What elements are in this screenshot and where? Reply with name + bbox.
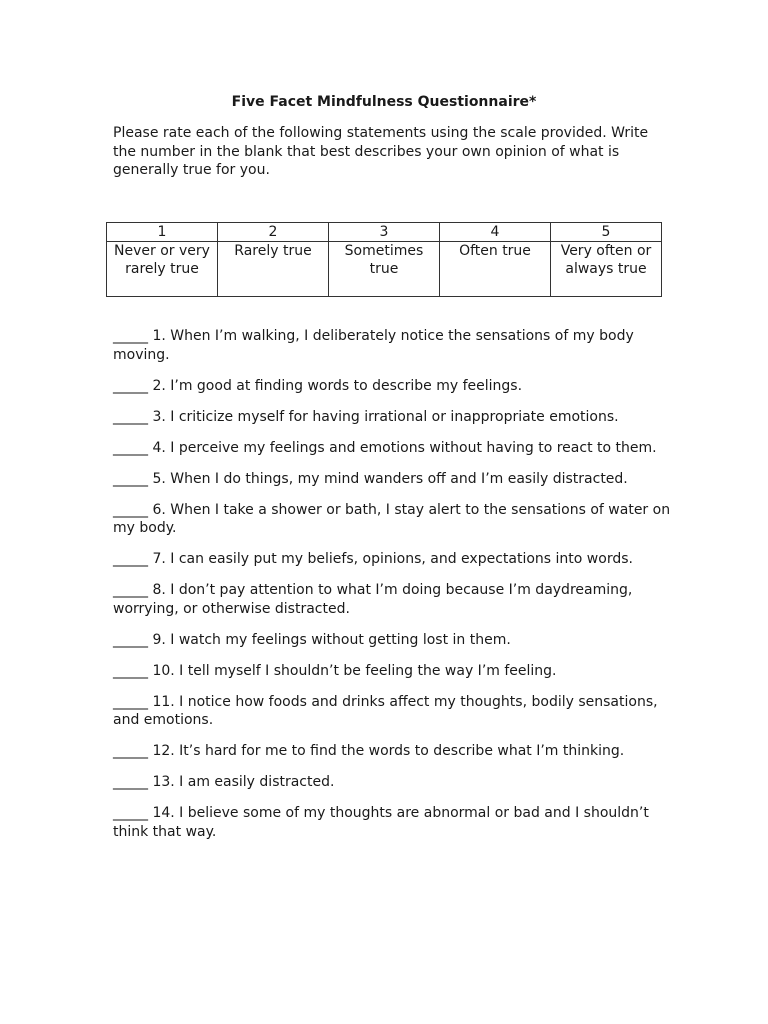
question-text: 7. I can easily put my beliefs, opinions, and expectations into words. xyxy=(148,551,633,567)
question-text: 8. I don’t pay attention to what I’m doing because I’m daydreaming, worrying, or otherwise distracted. xyxy=(113,582,633,617)
question-item xyxy=(113,439,673,458)
question-text: 4. I perceive my feelings and emotions without having to react to them. xyxy=(148,439,657,456)
question-item xyxy=(113,550,673,569)
answer-blank[interactable]: _____ xyxy=(113,631,148,648)
rating-scale-table xyxy=(106,222,662,297)
question-item xyxy=(113,501,673,538)
answer-blank[interactable]: _____ xyxy=(113,328,148,344)
question-item xyxy=(113,773,673,792)
answer-blank[interactable]: _____ xyxy=(113,743,148,759)
question-text: 13. I am easily distracted. xyxy=(148,774,335,790)
scale-label-cell: Sometimes true xyxy=(329,242,440,297)
answer-blank[interactable]: _____ xyxy=(113,582,148,598)
answer-blank[interactable]: _____ xyxy=(113,470,148,487)
answer-blank[interactable]: _____ xyxy=(113,408,148,425)
question-item xyxy=(113,377,673,396)
question-text: 14. I believe some of my thoughts are abnormal or bad and I shouldn’t think that way. xyxy=(113,805,649,840)
answer-blank[interactable]: _____ xyxy=(113,693,148,710)
question-item xyxy=(113,408,673,427)
question-text: 10. I tell myself I shouldn’t be feeling the way I’m feeling. xyxy=(148,662,557,679)
scale-label-cell: Often true xyxy=(440,242,551,297)
question-text: 6. When I take a shower or bath, I stay alert to the sensations of water on my body. xyxy=(113,501,671,536)
scale-number-cell: 5 xyxy=(551,223,662,242)
question-item xyxy=(113,693,673,730)
question-text: 5. When I do things, my mind wanders off and I’m easily distracted. xyxy=(148,470,628,487)
instructions-paragraph: Please rate each of the following statements using the scale provided. Write the number in the blank that best describes your own opinion of what is generally true for you. xyxy=(113,125,649,178)
answer-blank[interactable]: _____ xyxy=(113,501,148,518)
answer-blank[interactable]: _____ xyxy=(113,377,148,394)
scale-number-cell: 4 xyxy=(440,223,551,242)
answer-blank[interactable]: _____ xyxy=(113,439,148,456)
question-item xyxy=(113,581,673,618)
question-item xyxy=(113,470,673,489)
question-item xyxy=(113,631,673,650)
question-item xyxy=(113,742,673,761)
scale-number-cell: 1 xyxy=(107,223,218,242)
question-item xyxy=(113,327,673,364)
question-text: 12. It’s hard for me to find the words to describe what I’m thinking. xyxy=(148,743,625,759)
scale-number-cell: 3 xyxy=(329,223,440,242)
scale-number-row xyxy=(107,223,662,242)
question-text: 1. When I’m walking, I deliberately notice the sensations of my body moving. xyxy=(113,328,634,363)
answer-blank[interactable]: _____ xyxy=(113,551,148,567)
question-text: 3. I criticize myself for having irrational or inappropriate emotions. xyxy=(148,408,619,425)
answer-blank[interactable]: _____ xyxy=(113,774,148,790)
question-text: 2. I’m good at finding words to describe my feelings. xyxy=(148,377,523,394)
questionnaire-items xyxy=(113,327,673,854)
question-item xyxy=(113,804,673,841)
scale-label-cell: Rarely true xyxy=(218,242,329,297)
scale-number-cell: 2 xyxy=(218,223,329,242)
page-title: Five Facet Mindfulness Questionnaire* xyxy=(231,94,537,110)
scale-label-row xyxy=(107,242,662,297)
question-item xyxy=(113,662,673,681)
answer-blank[interactable]: _____ xyxy=(113,805,148,821)
question-text: 11. I notice how foods and drinks affect my thoughts, bodily sensations, and emotions. xyxy=(113,693,658,728)
scale-label-cell: Very often or always true xyxy=(551,242,662,297)
scale-label-cell: Never or very rarely true xyxy=(107,242,218,297)
answer-blank[interactable]: _____ xyxy=(113,662,148,679)
question-text: 9. I watch my feelings without getting lost in them. xyxy=(148,631,511,648)
